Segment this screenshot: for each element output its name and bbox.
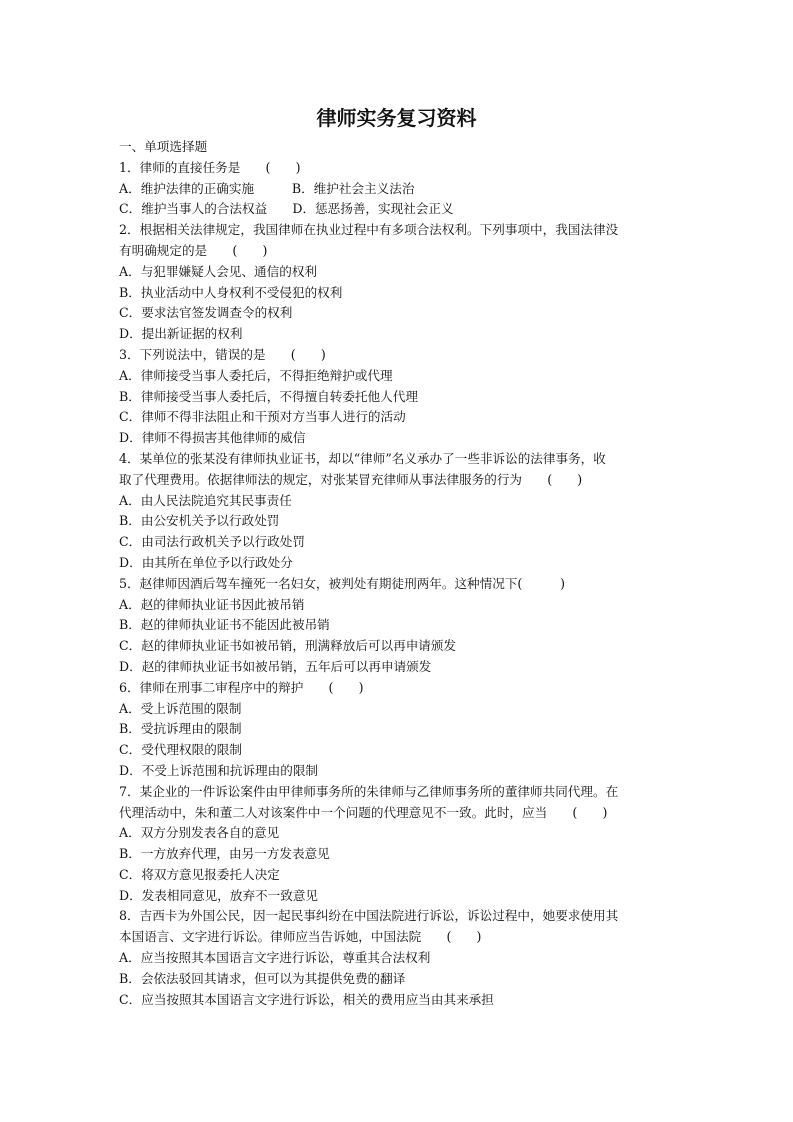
- question-2-option-d: D．提出新证据的权利: [119, 326, 243, 342]
- question-7-line-1: 7．某企业的一件诉讼案件由甲律师事务所的朱律师与乙律师事务所的董律师共同代理。在: [119, 783, 619, 799]
- question-4-option-d: D．由其所在单位予以行政处分: [119, 554, 293, 570]
- question-7-option-c: C．将双方意见报委托人决定: [119, 866, 280, 882]
- question-7-option-b: B．一方放弃代理，由另一方发表意见: [119, 846, 330, 862]
- question-6-option-c: C．受代理权限的限制: [119, 742, 242, 758]
- question-5-option-c: C．赵的律师执业证书如被吊销，刑满释放后可以再申请颁发: [119, 638, 457, 654]
- question-3-option-b: B．律师接受当事人委托后，不得擅自转委托他人代理: [119, 388, 418, 404]
- question-3-option-a: A．律师接受当事人委托后，不得拒绝辩护或代理: [119, 367, 393, 383]
- question-5-option-a: A．赵的律师执业证书因此被吊销: [119, 596, 305, 612]
- question-5-option-b: B．赵的律师执业证书不能因此被吊销: [119, 617, 330, 633]
- question-8-option-b: B．会依法驳回其请求，但可以为其提供免费的翻译: [119, 970, 406, 986]
- question-list: [119, 137, 677, 1010]
- question-6-option-a: A．受上诉范围的限制: [119, 700, 242, 716]
- question-5-option-d: D．赵的律师执业证书如被吊销，五年后可以再申请颁发: [119, 658, 432, 674]
- question-8-line-1: 8．吉西卡为外国公民，因一起民事纠纷在中国法院进行诉讼，诉讼过程中，她要求使用其: [119, 908, 619, 924]
- question-1-options-cd: C．维护当事人的合法权益 D．惩恶扬善，实现社会正义: [119, 201, 454, 217]
- question-4-option-c: C．由司法行政机关予以行政处罚: [119, 534, 305, 550]
- question-6-option-b: B．受抗诉理由的限制: [119, 721, 242, 737]
- question-3: 3．下列说法中，错误的是 ( ): [119, 346, 326, 362]
- question-4-option-a: A．由人民法院追究其民事责任: [119, 492, 292, 508]
- question-2-line-1: 2．根据相关法律规定，我国律师在执业过程中有多项合法权利。下列事项中，我国法律没: [119, 222, 619, 238]
- question-7-line-2: 代理活动中，朱和董二人对该案件中一个问题的代理意见不一致。此时，应当 ( ): [119, 804, 608, 820]
- question-3-option-c: C．律师不得非法阻止和干预对方当事人进行的活动: [119, 409, 406, 425]
- question-4-line-2: 取了代理费用。依据律师法的规定，对张某冒充律师从事法律服务的行为 ( ): [119, 471, 583, 487]
- question-5: 5．赵律师因酒后驾车撞死一名妇女，被判处有期徒刑两年。这种情况下( ): [119, 575, 566, 591]
- section-heading: 一、单项选择题: [119, 139, 208, 154]
- question-4-line-1: 4．某单位的张某没有律师执业证书，却以“律师”名义承办了一些非诉讼的法律事务，收: [119, 450, 606, 466]
- question-7-option-d: D．发表相同意见，放弃不一致意见: [119, 887, 319, 903]
- question-7-option-a: A．双方分别发表各自的意见: [119, 825, 280, 841]
- question-2-option-c: C．要求法官签发调查令的权利: [119, 305, 293, 321]
- page-title: 律师实务复习资料: [316, 106, 477, 130]
- question-8-line-2: 本国语言、文字进行诉讼。律师应当告诉她，中国法院 ( ): [119, 929, 482, 945]
- question-6: 6．律师在刑事二审程序中的辩护 ( ): [119, 679, 364, 695]
- question-3-option-d: D．律师不得损害其他律师的威信: [119, 430, 306, 446]
- question-6-option-d: D．不受上诉范围和抗诉理由的限制: [119, 762, 319, 778]
- question-8-option-a: A．应当按照其本国语言文字进行诉讼，尊重其合法权利: [119, 950, 431, 966]
- question-2-option-a: A．与犯罪嫌疑人会见、通信的权利: [119, 263, 318, 279]
- question-8-option-c: C．应当按照其本国语言文字进行诉讼，相关的费用应当由其来承担: [119, 991, 494, 1007]
- question-2-option-b: B．执业活动中人身权利不受侵犯的权利: [119, 284, 343, 300]
- question-2-line-2: 有明确规定的是 ( ): [119, 242, 268, 258]
- question-4-option-b: B．由公安机关予以行政处罚: [119, 513, 280, 529]
- question-1: 1．律师的直接任务是 ( ): [119, 159, 301, 175]
- question-1-options-ab: A．维护法律的正确实施 B．维护社会主义法治: [119, 180, 415, 196]
